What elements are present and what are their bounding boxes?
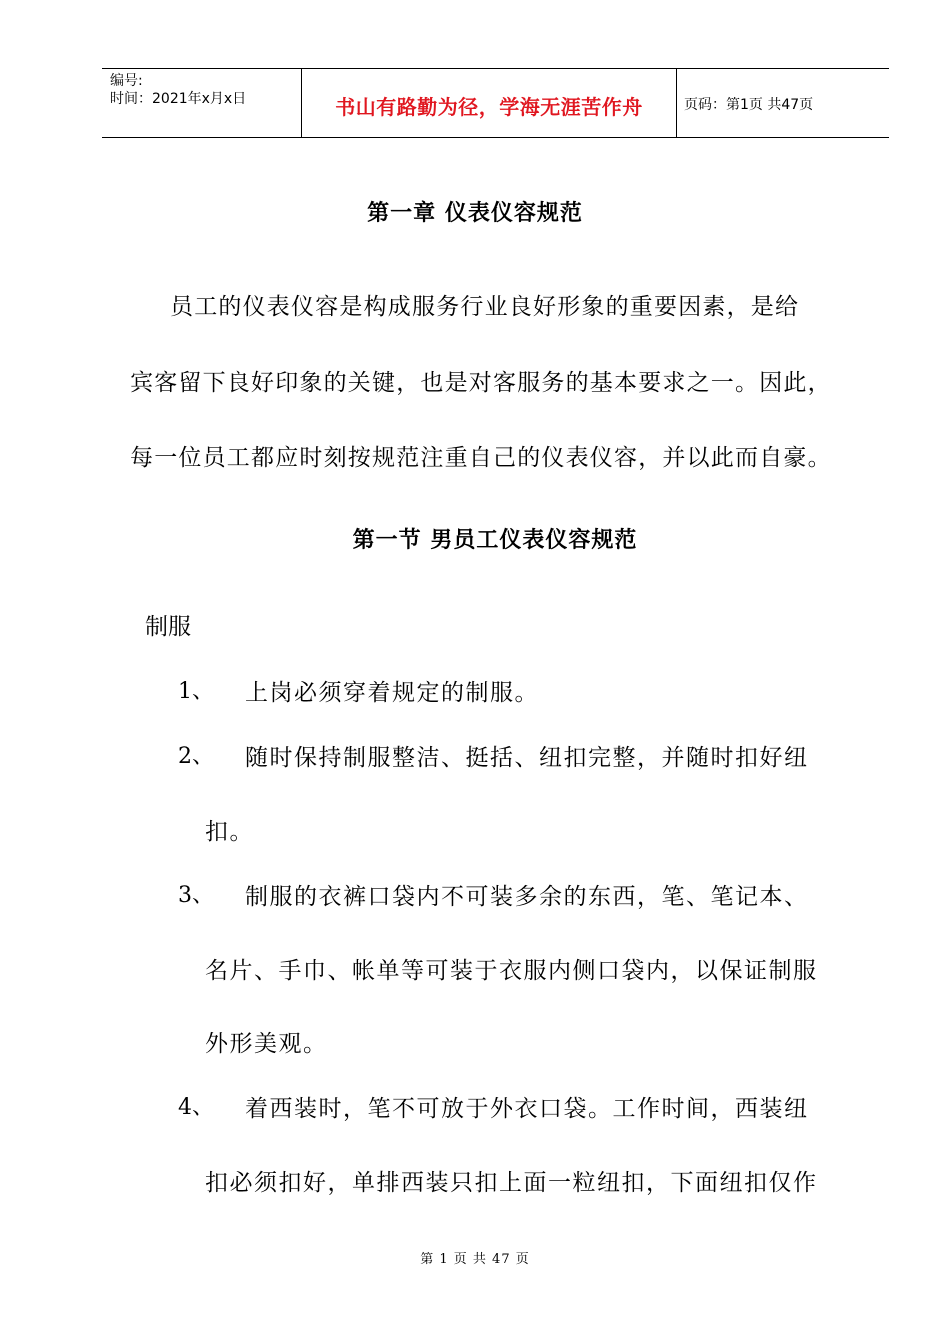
item-text: 上岗必须穿着规定的制服。: [245, 680, 539, 706]
page-info: 页码：第1页 共47页: [684, 97, 814, 113]
item-text: 着西装时，笔不可放于外衣口袋。工作时间，西装纽: [245, 1096, 809, 1122]
item-number: 3、: [178, 883, 214, 908]
number-label: 编号:: [110, 73, 143, 89]
item-number: 2、: [178, 744, 214, 769]
time-label: 时间：2021年x月x日: [110, 91, 247, 107]
item-number: 4、: [178, 1095, 214, 1120]
item-text: 扣必须扣好，单排西装只扣上面一粒纽扣，下面纽扣仅作: [205, 1170, 818, 1196]
header-divider: [676, 69, 677, 137]
header-table: [102, 68, 889, 138]
intro-line: 宾客留下良好印象的关键，也是对客服务的基本要求之一。因此，: [130, 370, 832, 396]
page-footer: 第 1 页 共 47 页: [420, 1252, 530, 1267]
header-motto: 书山有路勤为径，学海无涯苦作舟: [335, 95, 643, 119]
item-text: 外形美观。: [205, 1031, 328, 1057]
item-text: 名片、手巾、帐单等可装于衣服内侧口袋内，以保证制服: [205, 958, 818, 984]
intro-line: 每一位员工都应时刻按规范注重自己的仪表仪容，并以此而自豪。: [130, 445, 832, 471]
chapter-title: 第一章 仪表仪容规范: [367, 201, 583, 226]
intro-line: 员工的仪表仪容是构成服务行业良好形象的重要因素，是给: [170, 294, 800, 320]
item-text: 制服的衣裤口袋内不可装多余的东西，笔、笔记本、: [245, 884, 809, 910]
item-text: 扣。: [205, 819, 254, 845]
section-title: 第一节 男员工仪表仪容规范: [352, 528, 638, 553]
item-text: 随时保持制服整洁、挺括、纽扣完整，并随时扣好纽: [245, 745, 809, 771]
header-meta: [110, 72, 246, 108]
item-number: 1、: [178, 679, 214, 704]
subheading: 制服: [145, 614, 191, 640]
